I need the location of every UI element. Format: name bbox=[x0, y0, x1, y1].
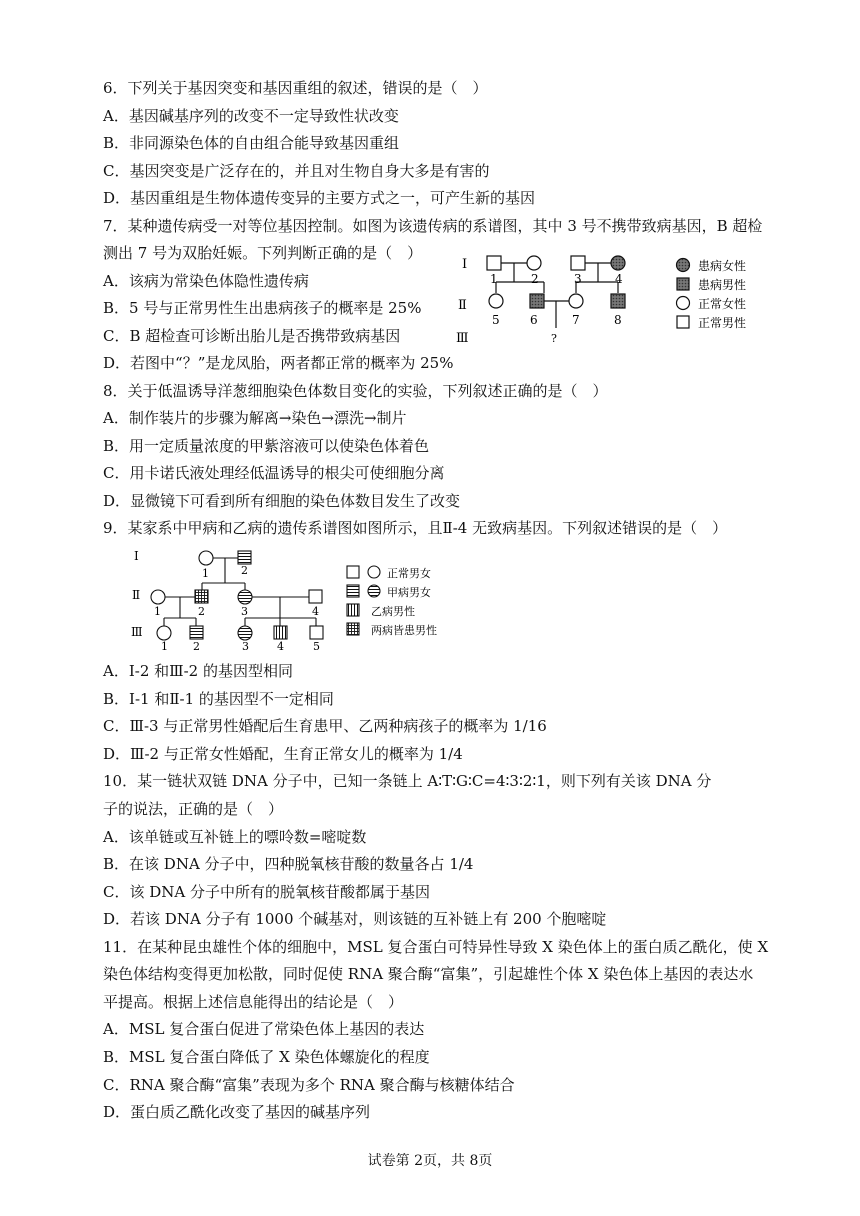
q11-stem-line1: 11．在某种昆虫雄性个体的细胞中，MSL 复合蛋白可特异性导致 X 染色体上的蛋白质乙酰化，使 X bbox=[103, 938, 769, 956]
q9-option-c: C．Ⅲ-3 与正常男性婚配后生育患甲、乙两种病孩子的概率为 1/16 bbox=[103, 717, 547, 735]
q9-label-iii4: 4 bbox=[277, 640, 284, 652]
q7-option-c: C．B 超检查可诊断出胎儿是否携带致病基因 bbox=[103, 327, 401, 345]
q7-unknown-child: ? bbox=[551, 332, 557, 345]
q9-ii-1 bbox=[151, 590, 165, 604]
q9-pedigree-figure bbox=[128, 546, 468, 652]
q7-legend-affected-female-icon bbox=[677, 259, 690, 272]
q10-option-c: C．该 DNA 分子中所有的脱氧核苷酸都属于基因 bbox=[103, 883, 430, 901]
q9-legend-jia-female-icon bbox=[368, 585, 380, 597]
q8-option-a: A．制作装片的步骤为解离→染色→漂洗→制片 bbox=[103, 409, 407, 427]
q8-option-d: D．显微镜下可看到所有细胞的染色体数目发生了改变 bbox=[103, 492, 461, 510]
q7-label-3: 3 bbox=[574, 272, 582, 286]
q10-stem-line1: 10．某一链状双链 DNA 分子中，已知一条链上 A∶T∶G∶C=4∶3∶2∶1，则下列有关该 DNA 分 bbox=[103, 772, 712, 790]
q9-label-i2: 2 bbox=[241, 564, 248, 577]
q6-option-a: A．基因碱基序列的改变不一定导致性状改变 bbox=[103, 107, 399, 125]
q9-iii-5 bbox=[310, 626, 323, 639]
q9-label-ii1: 1 bbox=[154, 605, 161, 618]
q6-option-d: D．基因重组是生物体遗传变异的主要方式之一，可产生新的基因 bbox=[103, 189, 536, 207]
q9-label-i1: 1 bbox=[202, 567, 209, 580]
q7-label-2: 2 bbox=[531, 272, 539, 286]
q9-iii-1 bbox=[157, 626, 171, 640]
q7-legend-normal-male-icon bbox=[677, 316, 689, 328]
q7-legend-affected-male: 患病男性 bbox=[698, 278, 747, 292]
q7-option-d: D．若图中“？”是龙凤胎，两者都正常的概率为 25% bbox=[103, 354, 454, 372]
q9-ii-2 bbox=[195, 590, 208, 603]
q7-individual-7 bbox=[569, 294, 583, 308]
q11-option-d: D．蛋白质乙酰化改变了基因的碱基序列 bbox=[103, 1103, 371, 1121]
q7-label-7: 7 bbox=[572, 313, 580, 327]
q9-i-2 bbox=[238, 551, 251, 564]
q7-legend-normal-female: 正常女性 bbox=[698, 297, 747, 311]
q7-gen2-label: Ⅱ bbox=[458, 298, 467, 313]
q7-gen1-label: Ⅰ bbox=[462, 257, 468, 272]
q9-stem: 9．某家系中甲病和乙病的遗传系谱图如图所示，且Ⅱ-4 无致病基因。下列叙述错误的是（ ） bbox=[103, 519, 728, 537]
q9-gen1-label: Ⅰ bbox=[134, 549, 139, 563]
q7-stem-line2: 测出 7 号为双胎妊娠。下列判断正确的是（ ） bbox=[103, 244, 423, 262]
q9-label-ii3: 3 bbox=[241, 605, 248, 618]
q9-label-ii4: 4 bbox=[312, 605, 319, 618]
q7-label-1: 1 bbox=[490, 272, 498, 286]
q9-option-a: A．Ⅰ-2 和Ⅲ-2 的基因型相同 bbox=[103, 662, 293, 680]
q7-label-8: 8 bbox=[614, 313, 622, 327]
q11-stem-line2: 染色体结构变得更加松散，同时促使 RNA 聚合酶“富集”，引起雄性个体 X 染色体上基因的表达水 bbox=[103, 965, 754, 983]
q11-option-c: C．RNA 聚合酶“富集”表现为多个 RNA 聚合酶与核糖体结合 bbox=[103, 1076, 515, 1094]
q8-option-b: B．用一定质量浓度的甲紫溶液可以使染色体着色 bbox=[103, 437, 430, 455]
q11-option-b: B．MSL 复合蛋白降低了 X 染色体螺旋化的程度 bbox=[103, 1048, 430, 1066]
q7-individual-6 bbox=[530, 294, 544, 308]
q7-label-4: 4 bbox=[615, 272, 623, 286]
q9-label-iii1: 1 bbox=[161, 640, 168, 652]
q10-option-d: D．若该 DNA 分子有 1000 个碱基对，则该链的互补链上有 200 个胞嘧啶 bbox=[103, 910, 607, 928]
q9-option-d: D．Ⅲ-2 与正常女性婚配，生育正常女儿的概率为 1/4 bbox=[103, 745, 463, 763]
q7-legend-affected-male-icon bbox=[677, 278, 689, 290]
q9-legend-normal: 正常男女 bbox=[387, 567, 431, 580]
q10-option-b: B．在该 DNA 分子中，四种脱氧核苷酸的数量各占 1/4 bbox=[103, 855, 474, 873]
q7-individual-4 bbox=[611, 256, 625, 270]
q7-individual-2 bbox=[527, 256, 541, 270]
q7-label-5: 5 bbox=[492, 313, 500, 327]
q7-legend-affected-female: 患病女性 bbox=[698, 259, 747, 273]
q9-legend-jia-male-icon bbox=[347, 585, 359, 597]
q9-label-ii2: 2 bbox=[198, 605, 205, 618]
q9-gen3-label: Ⅲ bbox=[131, 625, 143, 639]
q9-iii-3 bbox=[238, 626, 252, 640]
q7-pedigree-figure bbox=[450, 246, 770, 351]
q9-ii-4 bbox=[309, 590, 322, 603]
q9-option-b: B．Ⅰ-1 和Ⅱ-1 的基因型不一定相同 bbox=[103, 690, 334, 708]
q9-legend-both-male-icon bbox=[347, 623, 359, 635]
q9-legend-yi: 乙病男性 bbox=[371, 605, 415, 618]
q9-label-iii5: 5 bbox=[313, 640, 320, 652]
q7-individual-3 bbox=[571, 256, 585, 270]
q9-legend-jia: 甲病男女 bbox=[387, 586, 431, 599]
q10-option-a: A．该单链或互补链上的嘌呤数=嘧啶数 bbox=[103, 828, 367, 846]
q9-i-1 bbox=[199, 551, 213, 565]
q7-label-6: 6 bbox=[530, 313, 538, 327]
q9-iii-4 bbox=[274, 626, 287, 639]
q9-ii-3 bbox=[238, 590, 252, 604]
q10-stem-line2: 子的说法，正确的是（ ） bbox=[103, 800, 284, 818]
q9-label-iii2: 2 bbox=[193, 640, 200, 652]
q9-legend-normal-male-icon bbox=[347, 566, 359, 578]
q7-individual-5 bbox=[489, 294, 503, 308]
q11-stem-line3: 平提高。根据上述信息能得出的结论是（ ） bbox=[103, 993, 404, 1011]
q7-individual-1 bbox=[487, 256, 501, 270]
q7-option-a: A．该病为常染色体隐性遗传病 bbox=[103, 272, 309, 290]
page-footer: 试卷第 2页，共 8页 bbox=[367, 1153, 493, 1169]
q7-legend-normal-male: 正常男性 bbox=[698, 316, 747, 330]
q7-stem-line1: 7．某种遗传病受一对等位基因控制。如图为该遗传病的系谱图，其中 3 号不携带致病基因，B 超检 bbox=[103, 217, 763, 235]
q6-option-b: B．非同源染色体的自由组合能导致基因重组 bbox=[103, 134, 400, 152]
q7-option-b: B．5 号与正常男性生出患病孩子的概率是 25% bbox=[103, 299, 422, 317]
q7-legend-normal-female-icon bbox=[677, 297, 690, 310]
q9-legend-yi-male-icon bbox=[347, 604, 359, 616]
q9-label-iii3: 3 bbox=[242, 640, 249, 652]
q8-stem: 8．关于低温诱导洋葱细胞染色体数目变化的实验，下列叙述正确的是（ ） bbox=[103, 382, 608, 400]
q9-gen2-label: Ⅱ bbox=[132, 588, 141, 602]
q6-option-c: C．基因突变是广泛存在的，并且对生物自身大多是有害的 bbox=[103, 162, 490, 180]
q8-option-c: C．用卡诺氏液处理经低温诱导的根尖可使细胞分离 bbox=[103, 464, 445, 482]
q11-option-a: A．MSL 复合蛋白促进了常染色体上基因的表达 bbox=[103, 1020, 425, 1038]
q9-legend-normal-female-icon bbox=[368, 566, 380, 578]
q7-individual-8 bbox=[611, 294, 625, 308]
q6-stem: 6．下列关于基因突变和基因重组的叙述，错误的是（ ） bbox=[103, 79, 488, 97]
q7-gen3-label: Ⅲ bbox=[456, 331, 469, 346]
q9-iii-2 bbox=[190, 626, 203, 639]
q9-legend-both: 两病皆患男性 bbox=[371, 624, 437, 637]
